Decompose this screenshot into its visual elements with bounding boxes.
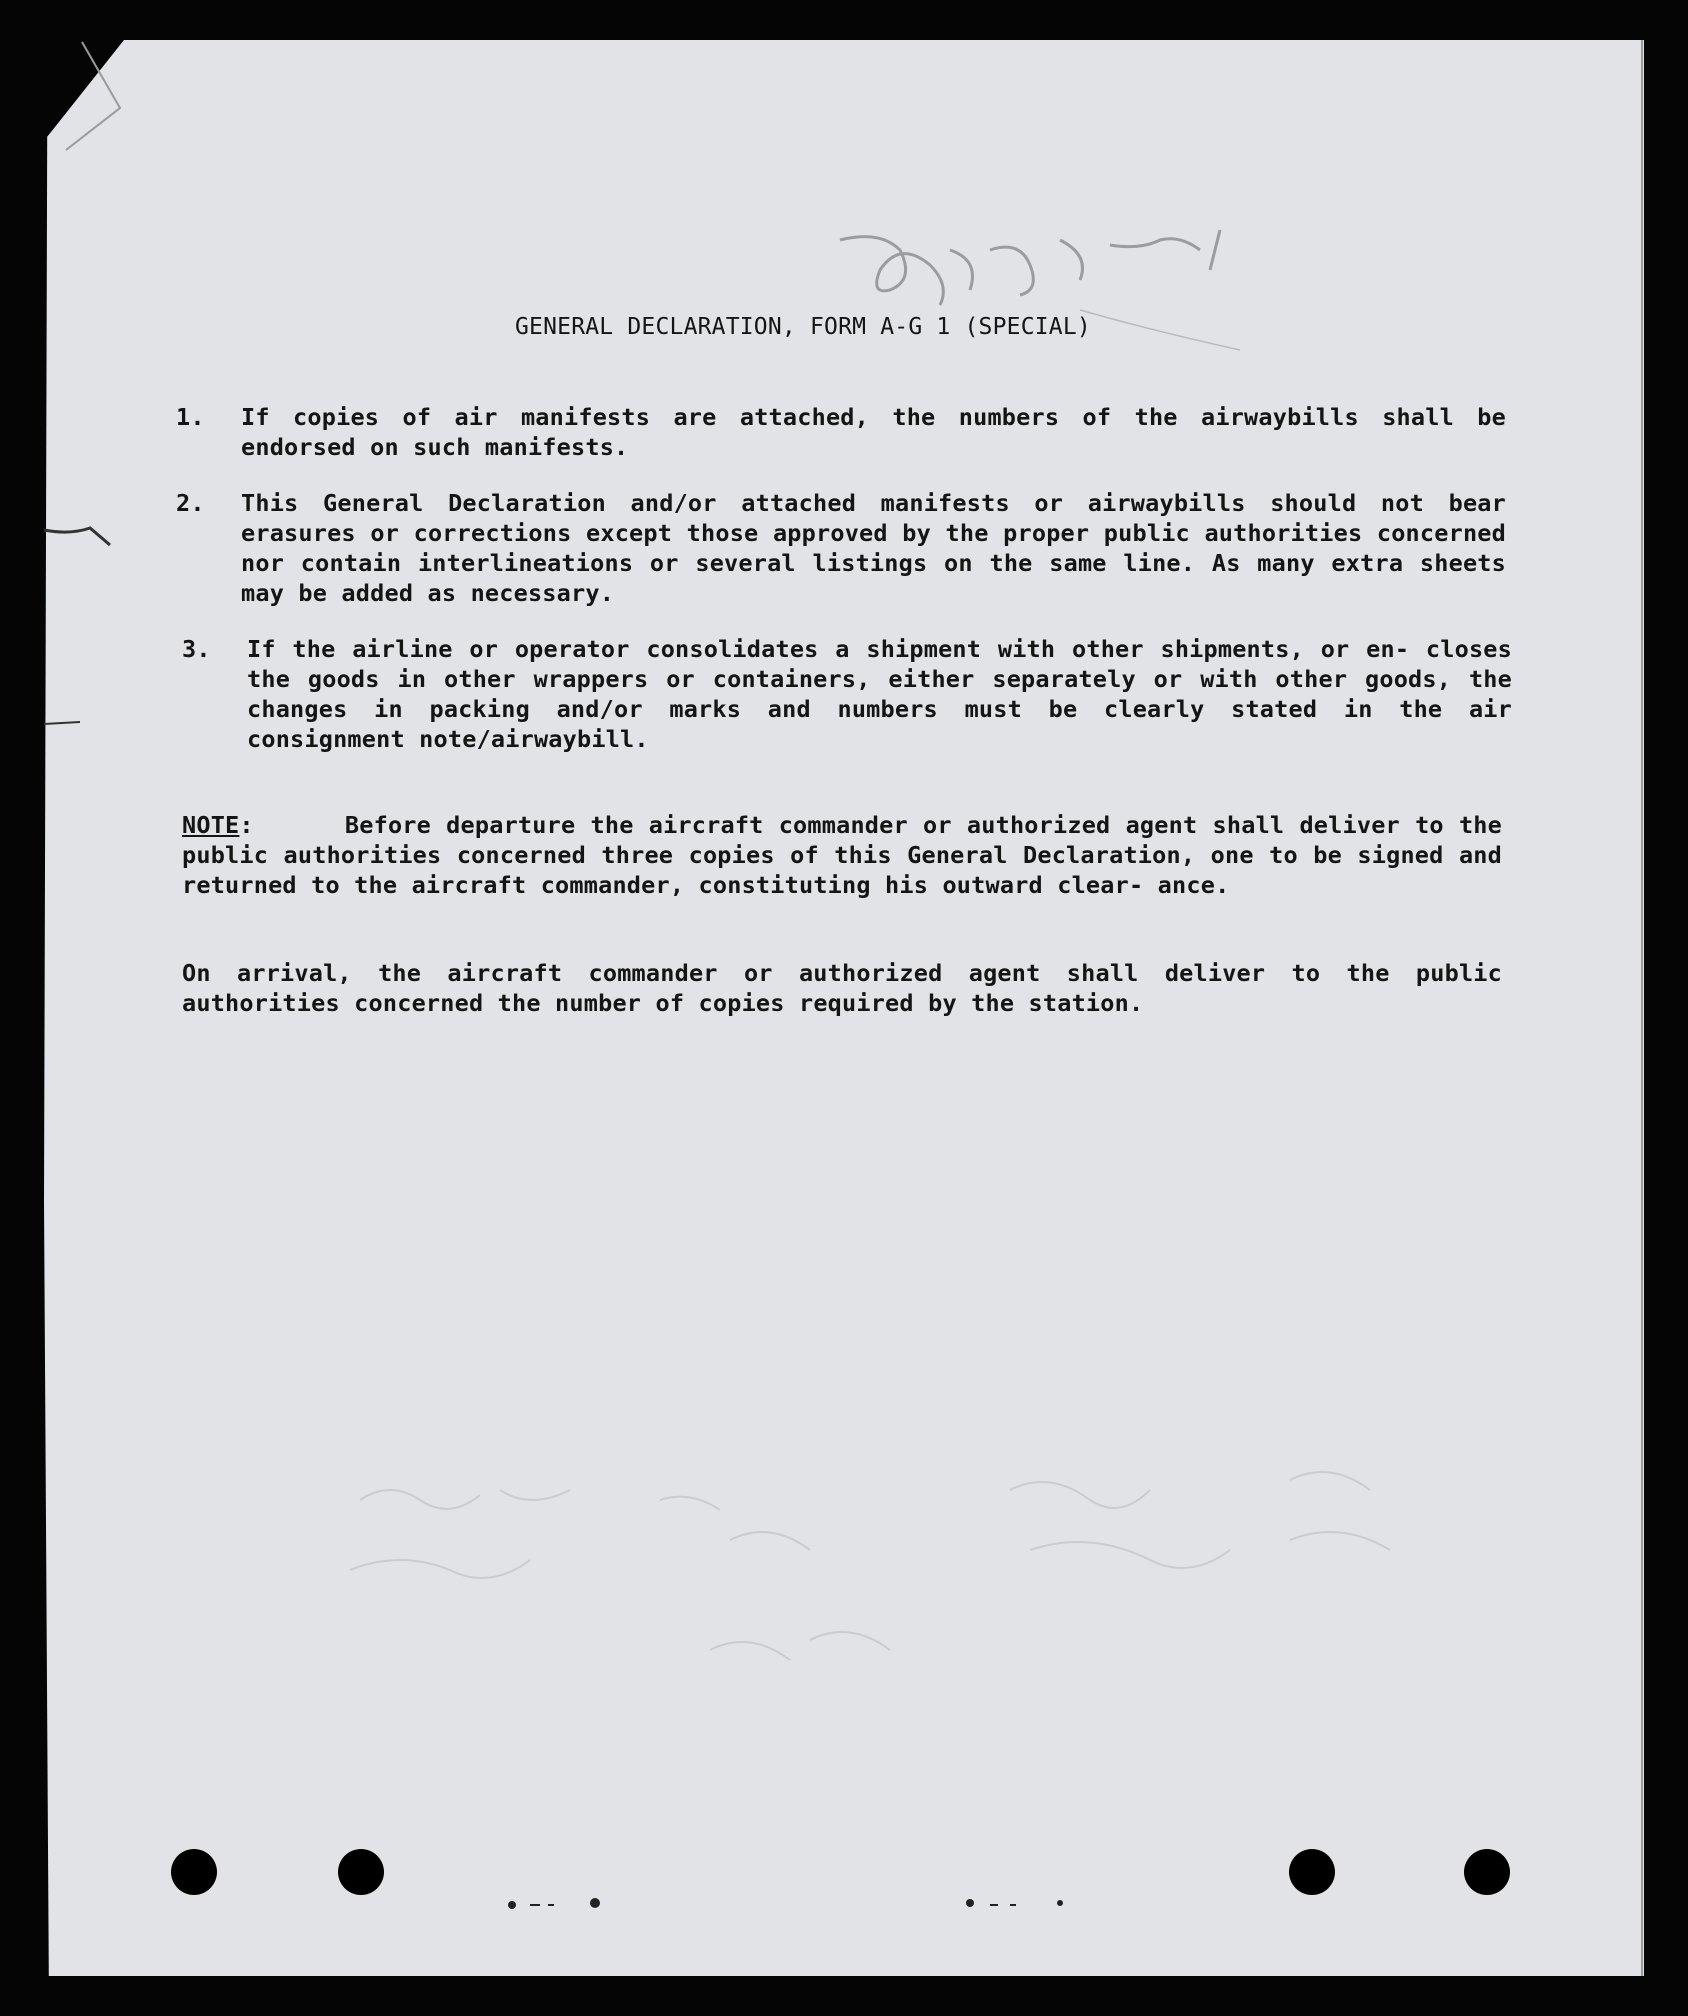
note-text: Before departure the aircraft commander or authorized agent shall deliver to the public authorities concerned three copies of this General Declaration, one to be signed and returned to the aircraft commander, constituting his outward clear- ance. xyxy=(182,811,1503,899)
punch-hole xyxy=(171,1849,217,1895)
ink-specks xyxy=(500,1890,1080,1920)
punch-hole xyxy=(338,1849,384,1895)
list-item-number: 2. xyxy=(176,489,205,517)
list-item-text: If copies of air manifests are attached, the numbers of the airwaybills shall be endorsed on such manifests. xyxy=(241,403,1506,461)
note-colon: : xyxy=(239,811,254,839)
note-label: NOTE xyxy=(182,811,240,839)
list-item-1 xyxy=(176,402,1506,462)
list-item-2 xyxy=(176,488,1506,608)
list-item-number: 1. xyxy=(176,403,205,431)
list-item-text: If the airline or operator consolidates a shipment with other shipments, or en- closes the goods in other wrappers or containers, either separately or with other goods, the changes in packing and/or marks and numbers must be clearly stated in the air consignment note/airwaybill. xyxy=(247,635,1512,753)
arrival-paragraph: On arrival, the aircraft commander or authorized agent shall deliver to the public authorities concerned the number of copies required by the station. xyxy=(182,959,1502,1017)
list-item-3 xyxy=(182,634,1512,754)
punch-hole xyxy=(1289,1849,1335,1895)
note-paragraph xyxy=(182,810,1502,900)
list-item-number: 3. xyxy=(182,635,211,663)
faint-bleedthrough-marks xyxy=(330,1440,1630,1760)
punch-hole xyxy=(1464,1849,1510,1895)
document-title: GENERAL DECLARATION, FORM A-G 1 (SPECIAL) xyxy=(515,314,1091,340)
list-item-text: This General Declaration and/or attached manifests or airwaybills should not bear erasures or corrections except those approved by the proper public authorities concerned nor contain interlineations or several listings on the same line. As many extra sheets may be added as necessary. xyxy=(241,489,1506,607)
